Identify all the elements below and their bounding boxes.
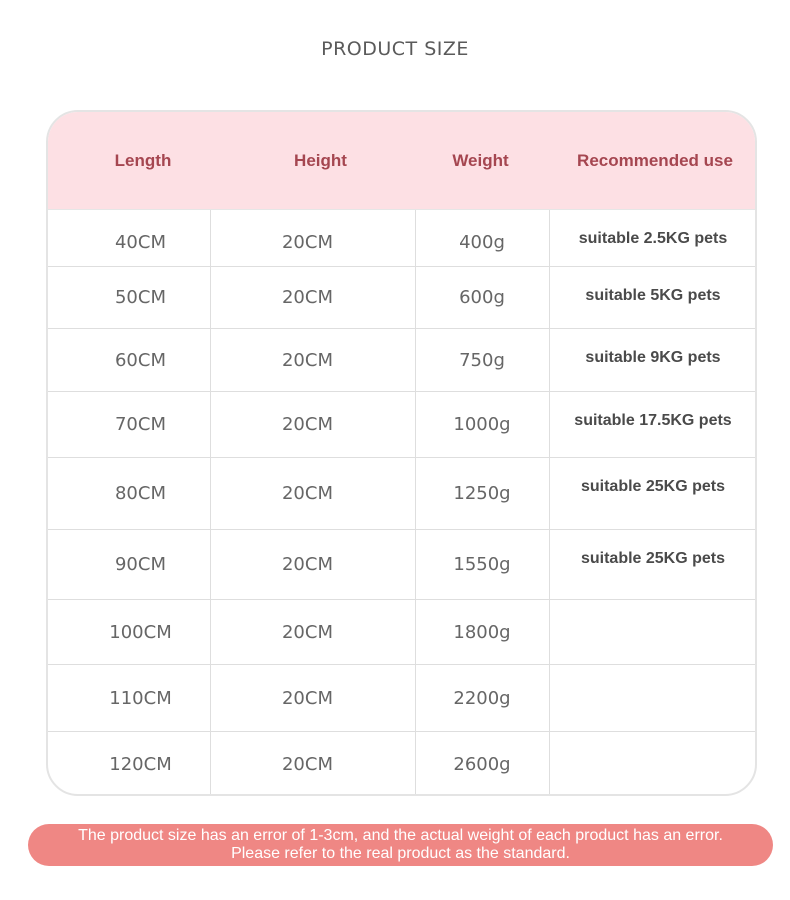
page-title: PRODUCT SIZE xyxy=(321,38,469,60)
cell-recommended-use: suitable 2.5KG pets xyxy=(578,230,728,247)
size-table xyxy=(46,110,757,796)
cell-recommended-use: suitable 25KG pets xyxy=(580,550,726,567)
cell-length: 60CM xyxy=(114,349,166,371)
table-row xyxy=(48,210,755,267)
cell-height: 20CM xyxy=(281,414,333,435)
cell-length: 70CM xyxy=(114,414,166,435)
cell-height: 20CM xyxy=(281,753,333,775)
cell-height: 20CM xyxy=(281,349,333,371)
cell-weight: 1800g xyxy=(453,621,511,643)
header-weight: Weight xyxy=(452,151,509,170)
cell-height: 20CM xyxy=(281,483,333,504)
cell-weight: 750g xyxy=(459,349,505,371)
table-header-row xyxy=(48,112,755,210)
table-row xyxy=(48,329,755,392)
cell-height: 20CM xyxy=(281,554,333,575)
cell-height: 20CM xyxy=(281,231,333,253)
cell-recommended-use: suitable 9KG pets xyxy=(585,349,721,366)
cell-weight: 2200g xyxy=(453,687,511,709)
cell-weight: 2600g xyxy=(453,753,511,775)
header-height: Height xyxy=(294,151,347,170)
cell-recommended-use xyxy=(549,665,757,731)
cell-weight: 1250g xyxy=(453,483,511,504)
cell-weight: 400g xyxy=(459,231,505,253)
cell-recommended-use xyxy=(549,732,757,796)
cell-length: 120CM xyxy=(109,753,172,775)
cell-length: 50CM xyxy=(114,287,166,308)
header-length: Length xyxy=(114,151,172,170)
cell-weight: 600g xyxy=(459,287,505,308)
table-row xyxy=(48,665,755,732)
table-row xyxy=(48,458,755,530)
cell-recommended-use: suitable 17.5KG pets xyxy=(574,412,732,429)
table-row xyxy=(48,600,755,665)
cell-length: 90CM xyxy=(114,554,166,575)
table-row xyxy=(48,267,755,329)
header-recommended-use: Recommended use xyxy=(577,151,733,170)
cell-recommended-use xyxy=(549,600,757,664)
disclaimer-note: The product size has an error of 1-3cm, and the actual weight of each product has an error. Please refer to the real product as the standard. xyxy=(28,824,773,866)
cell-length: 110CM xyxy=(109,687,172,709)
cell-recommended-use: suitable 25KG pets xyxy=(580,478,726,495)
cell-height: 20CM xyxy=(281,287,333,308)
table-row xyxy=(48,392,755,458)
cell-recommended-use: suitable 5KG pets xyxy=(585,287,721,304)
cell-length: 100CM xyxy=(109,621,172,643)
cell-length: 80CM xyxy=(114,483,166,504)
cell-weight: 1000g xyxy=(453,414,511,435)
cell-length: 40CM xyxy=(114,231,166,253)
cell-height: 20CM xyxy=(281,621,333,643)
table-row xyxy=(48,732,755,796)
table-row xyxy=(48,530,755,600)
cell-weight: 1550g xyxy=(453,554,511,575)
cell-height: 20CM xyxy=(281,687,333,709)
